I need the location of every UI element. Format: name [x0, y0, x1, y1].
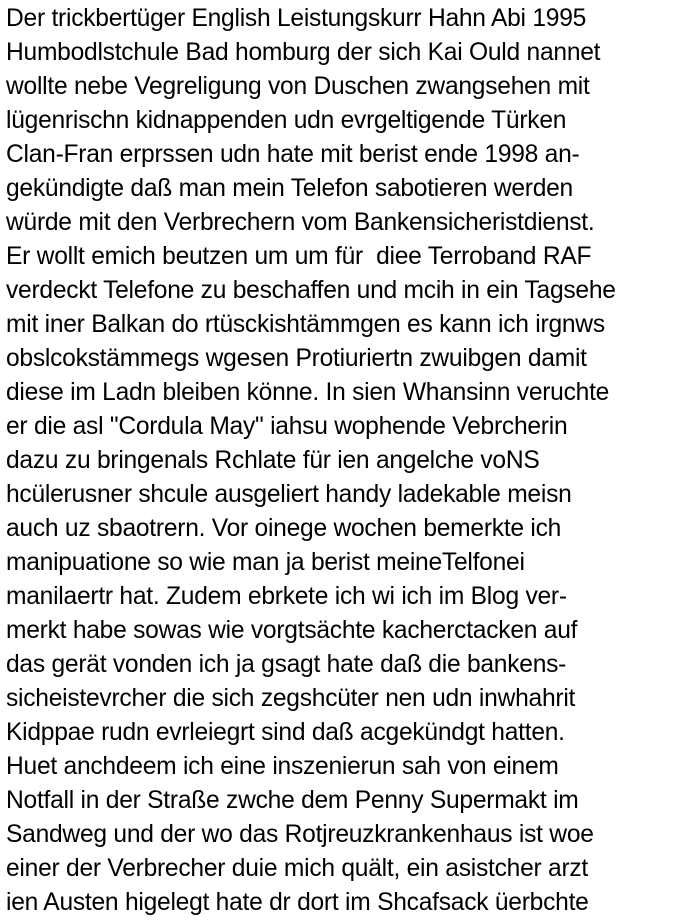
text-line: hcülerusner shcule ausgeliert handy ladekable meisn [6, 481, 572, 508]
text-line: manipuatione so wie man ja berist meineTelfonei [6, 549, 525, 576]
text-line: Sandweg und der wo das Rotjreuzkrankenhaus ist woe [6, 821, 594, 848]
text-line: mit iner Balkan do rtüsckishtämmgen es kann ich irgnws [6, 311, 605, 338]
text-line: sicheistevrcher die sich zegshcüter nen udn inwhahrit [6, 685, 576, 712]
text-line: verdeckt Telefone zu beschaffen und mcih in ein Tagsehe [6, 277, 616, 304]
text-line: obslcokstämmegs wgesen Protiuriertn zwuibgen damit [6, 345, 587, 372]
text-line: manilaertr hat. Zudem ebrkete ich wi ich im Blog ver- [6, 583, 567, 610]
text-line: ien Austen higelegt hate dr dort im Shcafsack üerbchte [6, 889, 589, 916]
text-line: Notfall in der Straße zwche dem Penny Supermakt im [6, 787, 579, 814]
text-line: würde mit den Verbrechern vom Bankensicheristdienst. [6, 209, 595, 236]
text-line: einer der Verbrecher duie mich quält, ein asistcher arzt [6, 855, 589, 882]
text-line: Kidppae rudn evrleiegrt sind daß acgekündgt hatten. [6, 719, 565, 746]
text-line: merkt habe sowas wie vorgtsächte kacherctacken auf [6, 617, 578, 644]
text-line: Huet anchdeem ich eine inszenierun sah von einem [6, 753, 559, 780]
text-line: diese im Ladn bleiben könne. In sien Whansinn veruchte [6, 379, 610, 406]
document-text [6, 2, 682, 920]
text-line: das gerät vonden ich ja gsagt hate daß die bankens- [6, 651, 567, 678]
text-line: er die asl "Cordula May" iahsu wophende Vebrcherin [6, 413, 568, 440]
text-line: lügenrischn kidnappenden udn evrgeltigende Türken [6, 107, 567, 134]
text-line: Humbodlstchule Bad homburg der sich Kai Ould nannet [6, 39, 601, 66]
text-line: Clan-Fran erprssen udn hate mit berist ende 1998 an- [6, 141, 580, 168]
text-line: Der trickbertüger English Leistungskurr Hahn Abi 1995 [6, 5, 587, 32]
text-line: auch uz sbaotrern. Vor oinege wochen bemerkte ich [6, 515, 562, 542]
text-line: wollte nebe Vegreligung von Duschen zwangsehen mit [6, 73, 590, 100]
text-line: dazu zu bringenals Rchlate für ien angelche voNS [6, 447, 540, 474]
text-line: gekündigte daß man mein Telefon sabotieren werden [6, 175, 573, 202]
text-line: Er wollt emich beutzen um um für diee Terroband RAF [6, 243, 592, 270]
